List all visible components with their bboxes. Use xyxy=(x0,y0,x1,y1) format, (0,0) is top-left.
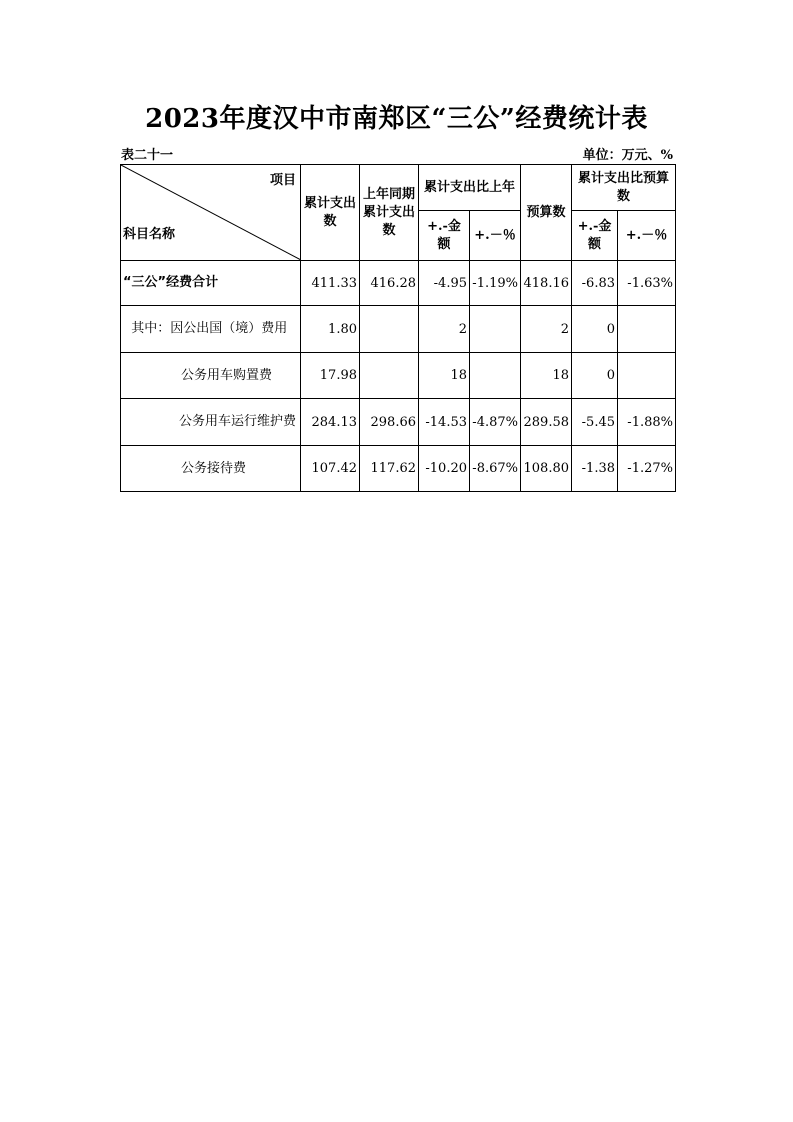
cell-last-year: 416.28 xyxy=(360,261,419,306)
cell-pct-budget xyxy=(618,306,676,353)
header-vs-last-year: 累计支出比上年 xyxy=(419,165,521,211)
table-row xyxy=(121,261,676,306)
cell-pct-last: -8.67% xyxy=(470,446,521,492)
row-name: “三公”经费合计 xyxy=(121,261,301,306)
cell-budget: 289.58 xyxy=(521,399,572,446)
cell-cumulative: 1.80 xyxy=(301,306,360,353)
diagonal-header-cell xyxy=(121,165,301,261)
header-budget: 预算数 xyxy=(521,165,572,261)
row-name: 公务用车运行维护费 xyxy=(121,399,301,446)
cell-budget: 418.16 xyxy=(521,261,572,306)
header-item: 项目 xyxy=(269,173,296,188)
table-row xyxy=(121,446,676,492)
cell-cumulative: 17.98 xyxy=(301,353,360,399)
cell-last-year: 298.66 xyxy=(360,399,419,446)
header-cumulative: 累计支出数 xyxy=(301,165,360,261)
unit-label: 单位：万元、% xyxy=(582,148,673,163)
cell-pct-last xyxy=(470,306,521,353)
header-vs-budget: 累计支出比预算数 xyxy=(572,165,676,211)
table-row xyxy=(121,399,676,446)
cell-diff-last: -4.95 xyxy=(419,261,470,306)
page-title: 2023年度汉中市南郑区“三公”经费统计表 xyxy=(145,104,648,134)
row-name: 其中：因公出国（境）费用 xyxy=(121,306,301,353)
cell-diff-last: -10.20 xyxy=(419,446,470,492)
cell-diff-last: -14.53 xyxy=(419,399,470,446)
header-last-year: 上年同期累计支出数 xyxy=(360,165,419,261)
cell-pct-budget xyxy=(618,353,676,399)
cell-pct-last: -1.19% xyxy=(470,261,521,306)
row-name: 公务用车购置费 xyxy=(121,353,301,399)
cell-budget: 2 xyxy=(521,306,572,353)
header-row-1 xyxy=(121,165,676,211)
cell-budget: 108.80 xyxy=(521,446,572,492)
cell-budget: 18 xyxy=(521,353,572,399)
cell-cumulative: 284.13 xyxy=(301,399,360,446)
cell-diff-last: 2 xyxy=(419,306,470,353)
header-vs-last-amount: +.-金额 xyxy=(419,211,470,261)
cell-pct-budget: -1.27% xyxy=(618,446,676,492)
table-number: 表二十一 xyxy=(121,148,174,163)
stats-table xyxy=(120,164,676,492)
cell-cumulative: 107.42 xyxy=(301,446,360,492)
cell-last-year: 117.62 xyxy=(360,446,419,492)
cell-diff-budget: 0 xyxy=(572,306,618,353)
table-row xyxy=(121,353,676,399)
header-vs-budget-amount: +.-金额 xyxy=(572,211,618,261)
cell-pct-last xyxy=(470,353,521,399)
cell-diff-budget: -6.83 xyxy=(572,261,618,306)
table-row xyxy=(121,306,676,353)
row-name: 公务接待费 xyxy=(121,446,301,492)
cell-diff-budget: 0 xyxy=(572,353,618,399)
cell-diff-budget: -5.45 xyxy=(572,399,618,446)
header-subject: 科目名称 xyxy=(123,227,176,242)
cell-diff-last: 18 xyxy=(419,353,470,399)
header-vs-budget-pct: +.－％ xyxy=(618,211,676,261)
cell-last-year xyxy=(360,353,419,399)
cell-last-year xyxy=(360,306,419,353)
cell-pct-last: -4.87% xyxy=(470,399,521,446)
cell-pct-budget: -1.88% xyxy=(618,399,676,446)
cell-cumulative: 411.33 xyxy=(301,261,360,306)
cell-diff-budget: -1.38 xyxy=(572,446,618,492)
header-vs-last-pct: +.－％ xyxy=(470,211,521,261)
cell-pct-budget: -1.63% xyxy=(618,261,676,306)
